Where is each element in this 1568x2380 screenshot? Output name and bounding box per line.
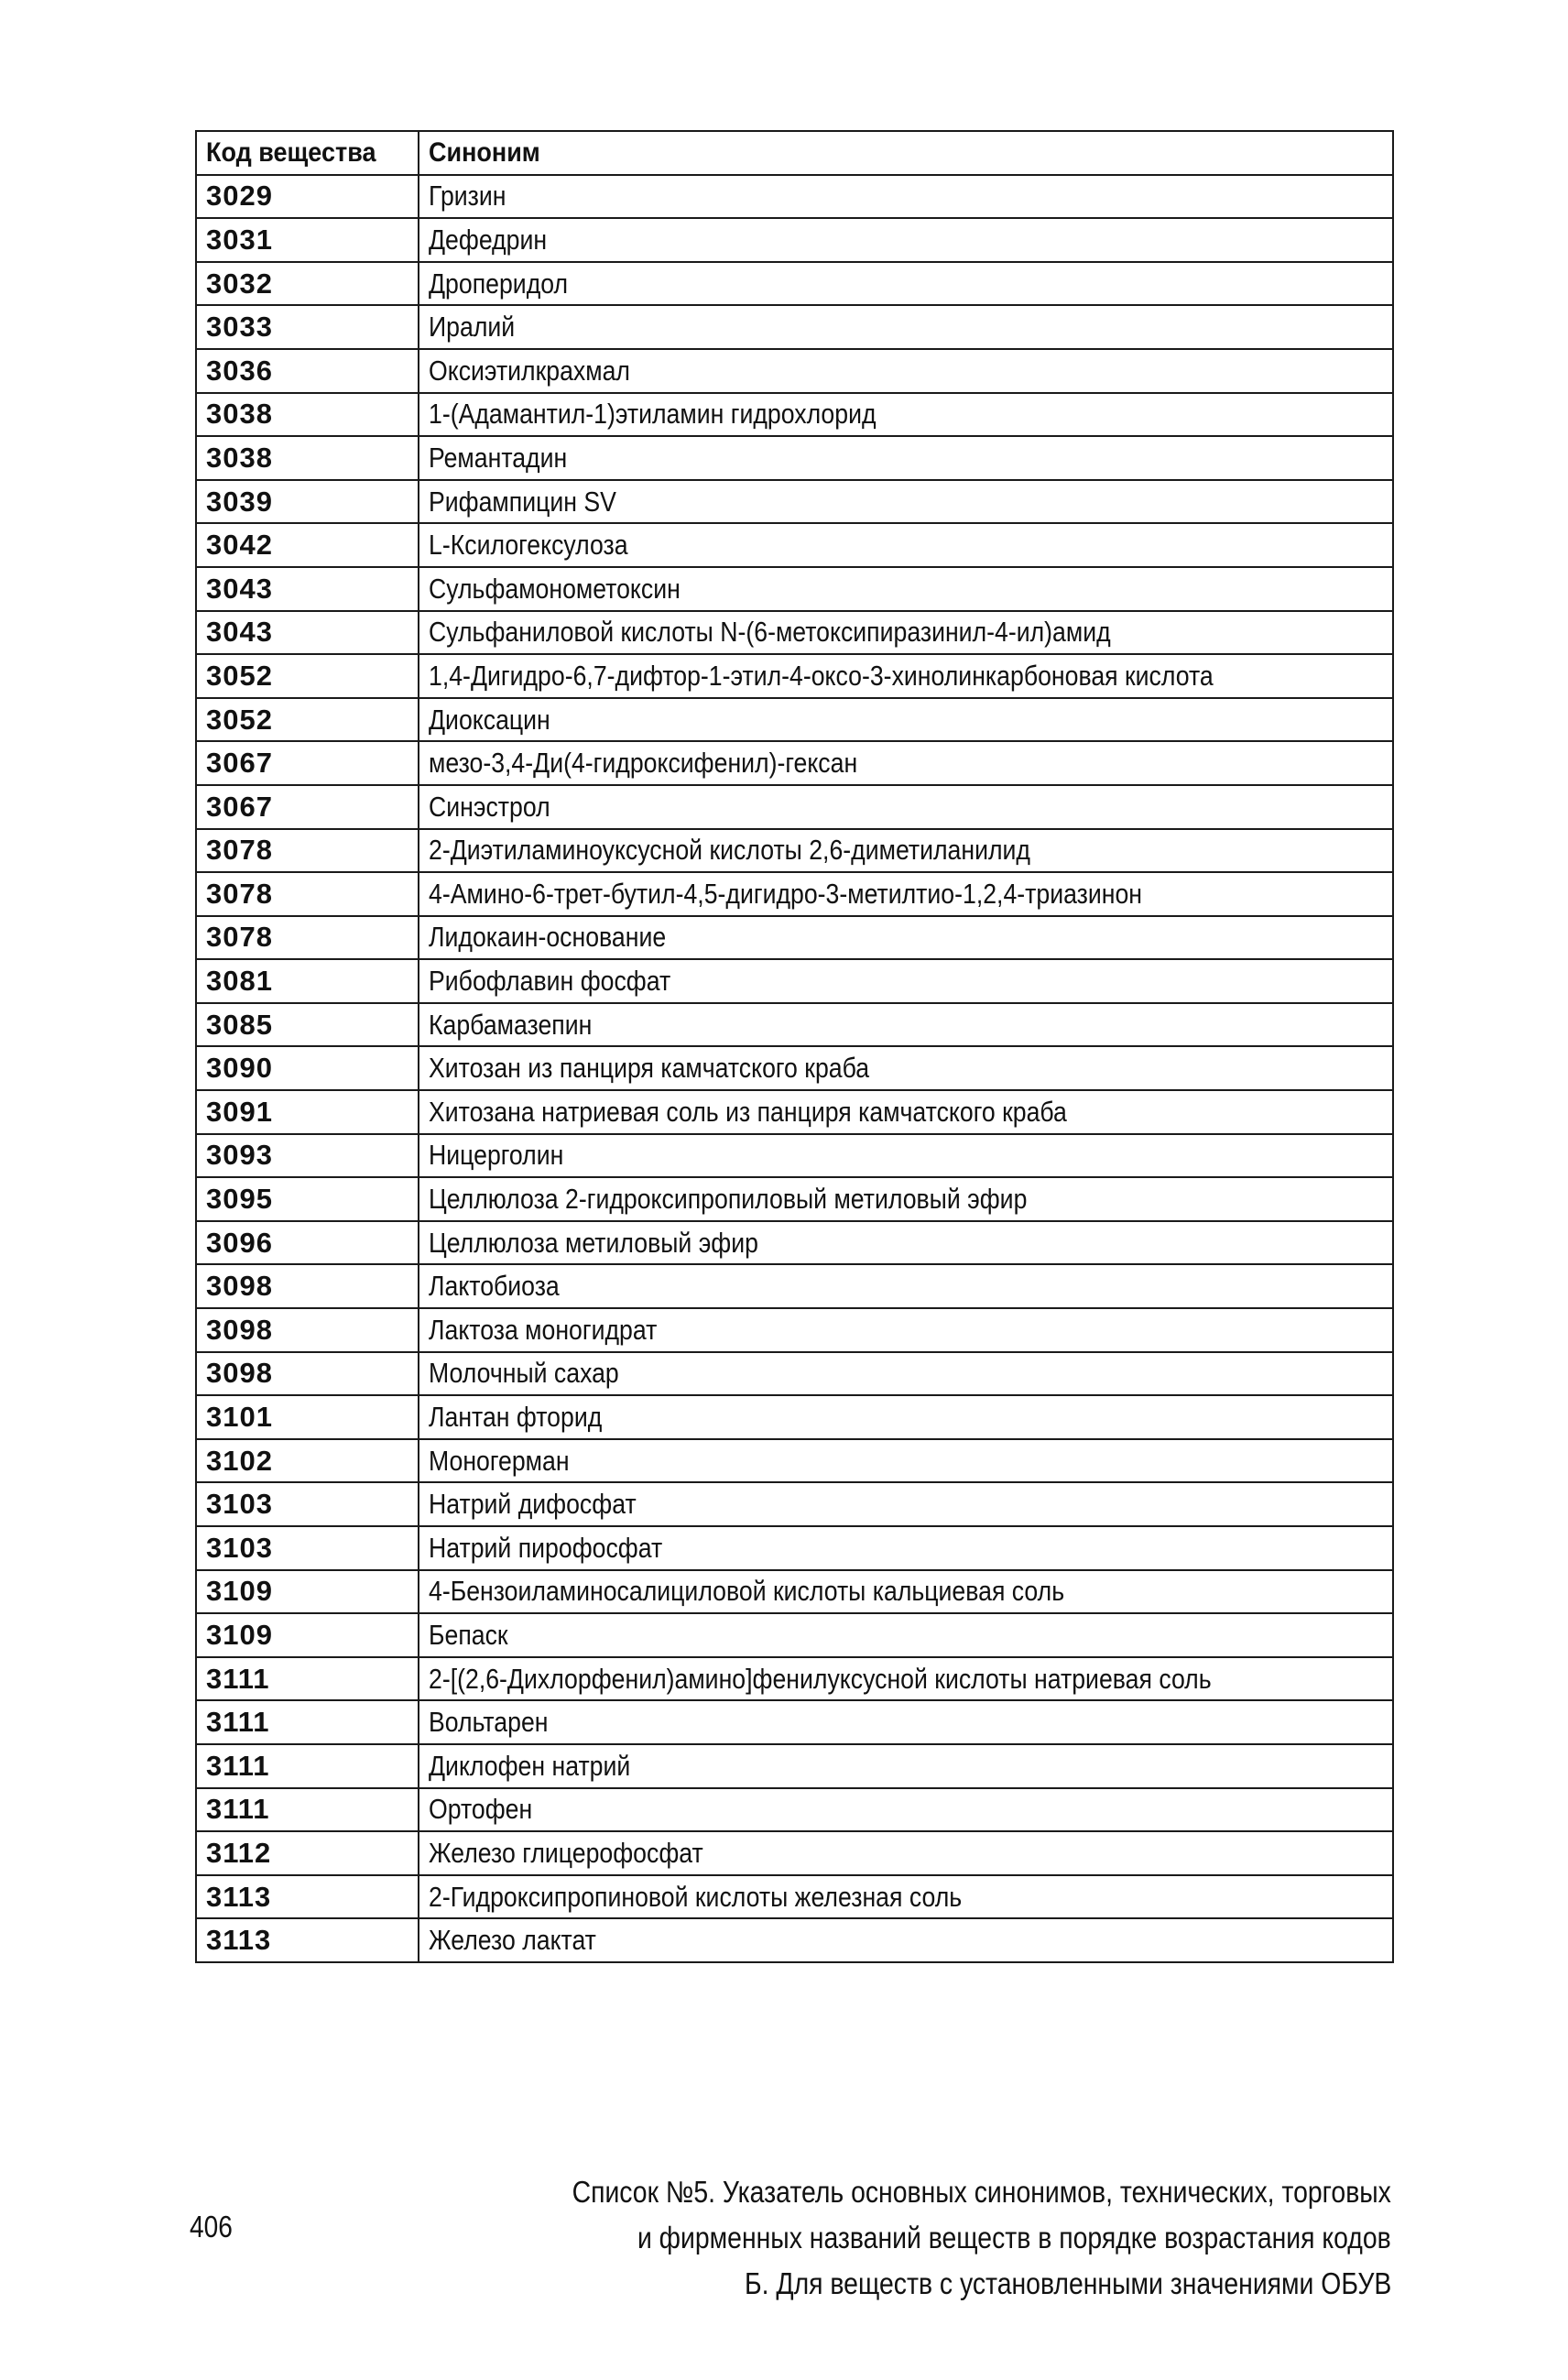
substance-code-cell: 3111 xyxy=(196,1700,419,1744)
synonym-text: Диоксацин xyxy=(429,703,550,736)
synonym-cell xyxy=(419,1700,1393,1744)
table-row xyxy=(196,872,1393,916)
table-row xyxy=(196,1700,1393,1744)
synonym-text: 2-Диэтиламиноуксусной кислоты 2,6-диметиланилид xyxy=(429,834,1030,867)
synonym-text: Дроперидол xyxy=(429,267,569,300)
substance-code-cell: 3111 xyxy=(196,1744,419,1788)
table-row xyxy=(196,1003,1393,1047)
synonym-cell xyxy=(419,1918,1393,1962)
header-code: Код вещества xyxy=(196,131,419,175)
substance-code-cell: 3042 xyxy=(196,523,419,567)
substance-code-cell: 3101 xyxy=(196,1395,419,1439)
synonym-text: L-Ксилогексулоза xyxy=(429,529,628,562)
substance-code-cell: 3113 xyxy=(196,1875,419,1919)
table-row xyxy=(196,1657,1393,1701)
synonym-cell xyxy=(419,393,1393,437)
substance-code-cell: 3031 xyxy=(196,218,419,262)
synonym-cell xyxy=(419,1613,1393,1657)
synonym-text: Хитозан из панциря камчатского краба xyxy=(429,1052,870,1085)
synonym-text: Дефедрин xyxy=(429,223,548,256)
synonym-cell xyxy=(419,1134,1393,1178)
substance-code-cell: 3093 xyxy=(196,1134,419,1178)
synonym-text: Синэстрол xyxy=(429,790,550,823)
synonym-cell xyxy=(419,1177,1393,1221)
table-body xyxy=(196,175,1393,1962)
substance-code-cell: 3098 xyxy=(196,1352,419,1396)
substance-code-cell: 3102 xyxy=(196,1439,419,1483)
substance-code-cell: 3103 xyxy=(196,1482,419,1526)
substance-code-cell: 3096 xyxy=(196,1221,419,1265)
substance-code-cell: 3052 xyxy=(196,698,419,742)
synonym-text: Натрий пирофосфат xyxy=(429,1531,663,1564)
synonym-cell xyxy=(419,1831,1393,1875)
synonym-text: Лантан фторид xyxy=(429,1401,603,1434)
synonym-cell xyxy=(419,218,1393,262)
substance-code-cell: 3052 xyxy=(196,654,419,698)
caption-line: Список №5. Указатель основных синонимов, технических, торговых xyxy=(572,2175,1391,2209)
substance-code-cell: 3081 xyxy=(196,959,419,1003)
synonym-cell xyxy=(419,741,1393,785)
synonym-cell xyxy=(419,611,1393,655)
synonym-cell xyxy=(419,567,1393,611)
substance-code-cell: 3113 xyxy=(196,1918,419,1962)
synonym-text: Иралий xyxy=(429,311,516,344)
synonym-text: Рибофлавин фосфат xyxy=(429,965,671,998)
synonym-cell xyxy=(419,262,1393,306)
synonym-cell xyxy=(419,1482,1393,1526)
substance-code-cell: 3078 xyxy=(196,829,419,873)
table-row xyxy=(196,1482,1393,1526)
synonym-text: Карбамазепин xyxy=(429,1008,593,1041)
page-number: 406 xyxy=(190,2210,233,2244)
substance-code-cell: 3036 xyxy=(196,349,419,393)
synonyms-table xyxy=(195,130,1394,1963)
substance-code-cell: 3032 xyxy=(196,262,419,306)
synonym-text: Хитозана натриевая соль из панциря камчатского краба xyxy=(429,1095,1067,1128)
synonym-text: 2-[(2,6-Дихлорфенил)амино]фенилуксусной кислоты натриевая соль xyxy=(429,1662,1212,1695)
table-row xyxy=(196,305,1393,349)
table-row xyxy=(196,1788,1393,1832)
table-row xyxy=(196,175,1393,219)
synonym-cell xyxy=(419,1003,1393,1047)
table-row xyxy=(196,1875,1393,1919)
substance-code-cell: 3029 xyxy=(196,175,419,219)
synonym-text: Диклофен натрий xyxy=(429,1749,631,1782)
table-row xyxy=(196,916,1393,960)
synonym-text: Лактоза моногидрат xyxy=(429,1313,658,1346)
synonym-text: Гризин xyxy=(429,180,506,213)
table-row xyxy=(196,698,1393,742)
substance-code-cell: 3038 xyxy=(196,393,419,437)
synonym-cell xyxy=(419,959,1393,1003)
substance-code-cell: 3109 xyxy=(196,1570,419,1614)
synonym-text: 4-Бензоиламиносалициловой кислоты кальциевая соль xyxy=(429,1575,1065,1608)
synonym-text: Рифампицин SV xyxy=(429,485,616,518)
synonym-cell xyxy=(419,1308,1393,1352)
table-row xyxy=(196,741,1393,785)
synonym-text: 2-Гидроксипропиновой кислоты железная соль xyxy=(429,1880,963,1913)
synonym-cell xyxy=(419,305,1393,349)
header-synonym: Синоним xyxy=(419,131,1393,175)
caption-line: и фирменных названий веществ в порядке возрастания кодов xyxy=(637,2221,1391,2254)
synonym-text: Натрий дифосфат xyxy=(429,1488,637,1521)
synonym-text: 1,4-Дигидро-6,7-дифтор-1-этил-4-оксо-3-хинолинкарбоновая кислота xyxy=(429,659,1214,692)
synonym-text: Оксиэтилкрахмал xyxy=(429,354,630,387)
header-row xyxy=(196,131,1393,175)
synonym-cell xyxy=(419,1395,1393,1439)
synonym-text: Моногерман xyxy=(429,1444,570,1477)
table-row xyxy=(196,262,1393,306)
substance-code-cell: 3109 xyxy=(196,1613,419,1657)
synonym-cell xyxy=(419,698,1393,742)
table-row xyxy=(196,523,1393,567)
table-row xyxy=(196,1264,1393,1308)
table-row xyxy=(196,785,1393,829)
synonym-cell xyxy=(419,480,1393,524)
page-caption xyxy=(439,2169,1391,2307)
synonym-cell xyxy=(419,436,1393,480)
synonym-cell xyxy=(419,916,1393,960)
substance-code-cell: 3043 xyxy=(196,567,419,611)
synonym-text: Ницерголин xyxy=(429,1139,564,1172)
table-row xyxy=(196,1570,1393,1614)
synonym-cell xyxy=(419,1744,1393,1788)
table-row xyxy=(196,218,1393,262)
synonym-cell xyxy=(419,785,1393,829)
synonym-text: мезо-3,4-Ди(4-гидроксифенил)-гексан xyxy=(429,747,858,780)
synonym-text: Лидокаин-основание xyxy=(429,921,667,954)
table-row xyxy=(196,480,1393,524)
synonym-cell xyxy=(419,1090,1393,1134)
caption-line: Б. Для веществ с установленными значениями ОБУВ xyxy=(744,2266,1391,2300)
substance-code-cell: 3078 xyxy=(196,916,419,960)
synonym-cell xyxy=(419,1570,1393,1614)
synonym-text: Молочный сахар xyxy=(429,1357,619,1390)
substance-code-cell: 3085 xyxy=(196,1003,419,1047)
synonym-text: Бепаск xyxy=(429,1618,508,1651)
synonym-text: Целлюлоза 2-гидроксипропиловый метиловый эфир xyxy=(429,1183,1028,1216)
synonym-text: 4-Амино-6-трет-бутил-4,5-дигидро-3-метилтио-1,2,4-триазинон xyxy=(429,877,1143,910)
table-row xyxy=(196,1177,1393,1221)
substance-code-cell: 3112 xyxy=(196,1831,419,1875)
table-row xyxy=(196,1744,1393,1788)
synonym-text: Вольтарен xyxy=(429,1706,549,1739)
substance-code-cell: 3038 xyxy=(196,436,419,480)
substance-code-cell: 3090 xyxy=(196,1046,419,1090)
table-row xyxy=(196,611,1393,655)
synonym-cell xyxy=(419,1788,1393,1832)
synonym-cell xyxy=(419,1352,1393,1396)
table-row xyxy=(196,1352,1393,1396)
table-row xyxy=(196,349,1393,393)
table-row xyxy=(196,1134,1393,1178)
table-row xyxy=(196,1613,1393,1657)
table-row xyxy=(196,393,1393,437)
table-row xyxy=(196,1308,1393,1352)
substance-code-cell: 3078 xyxy=(196,872,419,916)
substance-code-cell: 3111 xyxy=(196,1788,419,1832)
synonym-cell xyxy=(419,1526,1393,1570)
synonym-cell xyxy=(419,1046,1393,1090)
substance-code-cell: 3103 xyxy=(196,1526,419,1570)
table-row xyxy=(196,1221,1393,1265)
substance-code-cell: 3091 xyxy=(196,1090,419,1134)
table-row xyxy=(196,1090,1393,1134)
synonym-text: Целлюлоза метиловый эфир xyxy=(429,1226,758,1259)
synonym-text: Ремантадин xyxy=(429,441,568,474)
table-row xyxy=(196,1526,1393,1570)
synonym-cell xyxy=(419,1221,1393,1265)
substance-code-cell: 3098 xyxy=(196,1264,419,1308)
table-row xyxy=(196,959,1393,1003)
substance-code-cell: 3067 xyxy=(196,785,419,829)
table-row xyxy=(196,1439,1393,1483)
substance-code-cell: 3111 xyxy=(196,1657,419,1701)
synonym-cell xyxy=(419,1875,1393,1919)
table-row xyxy=(196,1918,1393,1962)
synonym-cell xyxy=(419,1657,1393,1701)
substance-code-cell: 3033 xyxy=(196,305,419,349)
synonym-cell xyxy=(419,1264,1393,1308)
synonym-cell xyxy=(419,349,1393,393)
table-row xyxy=(196,436,1393,480)
substance-code-cell: 3098 xyxy=(196,1308,419,1352)
table-row xyxy=(196,1395,1393,1439)
synonym-text: Сульфамонометоксин xyxy=(429,572,681,605)
table-row xyxy=(196,1046,1393,1090)
synonym-cell xyxy=(419,829,1393,873)
substance-code-cell: 3039 xyxy=(196,480,419,524)
table-row xyxy=(196,567,1393,611)
table-row xyxy=(196,829,1393,873)
synonym-text: Лактобиоза xyxy=(429,1270,560,1303)
synonym-text: Ортофен xyxy=(429,1793,533,1826)
synonym-text: 1-(Адамантил-1)этиламин гидрохлорид xyxy=(429,398,877,431)
synonym-cell xyxy=(419,1439,1393,1483)
substance-code-cell: 3067 xyxy=(196,741,419,785)
substance-code-cell: 3095 xyxy=(196,1177,419,1221)
synonym-text: Железо глицерофосфат xyxy=(429,1836,703,1869)
substance-code-cell: 3043 xyxy=(196,611,419,655)
synonym-cell xyxy=(419,654,1393,698)
table-row xyxy=(196,654,1393,698)
synonym-text: Железо лактат xyxy=(429,1924,596,1957)
table-header xyxy=(196,131,1393,175)
synonym-cell xyxy=(419,872,1393,916)
synonym-cell xyxy=(419,175,1393,219)
synonym-cell xyxy=(419,523,1393,567)
synonym-text: Сульфаниловой кислоты N-(6-метоксипиразинил-4-ил)амид xyxy=(429,616,1111,649)
table-row xyxy=(196,1831,1393,1875)
